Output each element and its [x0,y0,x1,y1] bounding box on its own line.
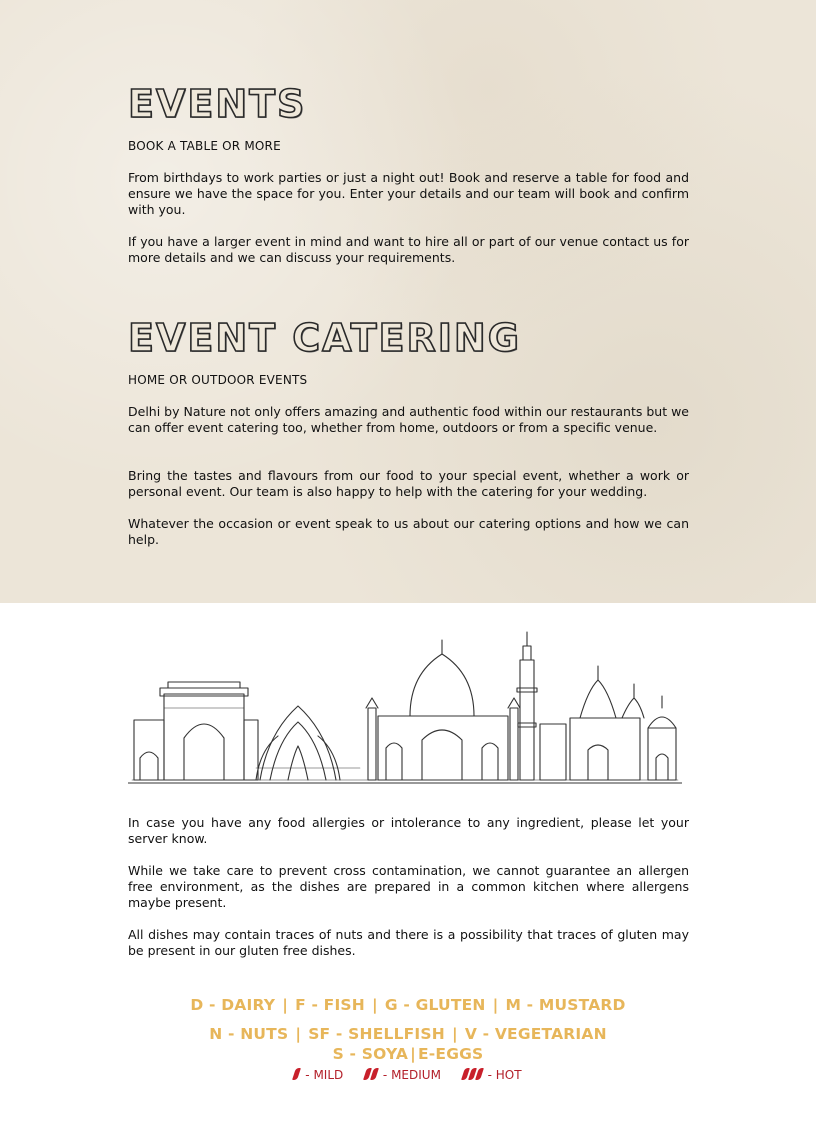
legend-soya: S - SOYA [332,1045,409,1063]
legend-separator: | [410,1045,416,1063]
catering-paragraph-3: Whatever the occasion or event speak to us about our catering options and how we can help. [128,516,689,547]
legend-eggs: E-EGGS [417,1045,484,1063]
spice-hot-label: - HOT [487,1068,522,1082]
legend-separator: | [451,1025,458,1043]
legend-separator: | [282,996,289,1014]
legend-dairy: D - DAIRY [190,996,276,1014]
catering-subtitle: HOME OR OUTDOOR EVENTS [128,373,308,387]
allergy-paragraph-2: While we take care to prevent cross contamination, we cannot guarantee an allergen free environment, as the dishes are prepared in a common kitchen where allergens maybe present. [128,863,689,910]
events-paragraph-2: If you have a larger event in mind and want to hire all or part of our venue contact us for more details and we can discuss your requirements. [128,234,689,265]
spice-mild [294,1068,343,1082]
delhi-skyline-illustration [128,628,682,788]
allergy-paragraph-1: In case you have any food allergies or intolerance to any ingredient, please let your server know. [128,815,689,846]
catering-heading: EVENT CATERING [128,316,521,360]
legend-nuts: N - NUTS [209,1025,289,1043]
legend-separator: | [371,996,378,1014]
chili-icon [293,1068,302,1080]
legend-shellfish: SF - SHELLFISH [308,1025,445,1043]
catering-paragraph-1: Delhi by Nature not only offers amazing and authentic food within our restaurants but we can offer event catering too, whether from home, outdoors or from a specific venue. [128,404,689,435]
spice-medium [365,1068,441,1082]
spice-hot [463,1068,522,1082]
legend-gluten: G - GLUTEN [384,996,486,1014]
events-heading: EVENTS [128,82,307,126]
legend-fish: F - FISH [295,996,365,1014]
allergen-legend-row-2 [0,1025,816,1043]
legend-vegetarian: V - VEGETARIAN [464,1025,607,1043]
spice-medium-label: - MEDIUM [382,1068,441,1082]
allergen-legend-row-3 [0,1045,816,1063]
legend-separator: | [492,996,499,1014]
events-subtitle: BOOK A TABLE OR MORE [128,139,281,153]
spice-level-legend [0,1068,816,1082]
allergy-paragraph-3: All dishes may contain traces of nuts and there is a possibility that traces of gluten may be present in our gluten free dishes. [128,927,689,958]
events-paragraph-1: From birthdays to work parties or just a night out! Book and reserve a table for food and ensure we have the space for you. Enter your details and our team will book and confirm with you. [128,170,689,217]
spice-mild-label: - MILD [305,1068,344,1082]
chili-icon [370,1068,379,1080]
allergen-legend-row-1 [0,996,816,1014]
legend-mustard: M - MUSTARD [505,996,626,1014]
legend-separator: | [295,1025,302,1043]
catering-paragraph-2: Bring the tastes and flavours from our food to your special event, whether a work or personal event. Our team is also happy to help with the catering for your wedding. [128,468,689,499]
